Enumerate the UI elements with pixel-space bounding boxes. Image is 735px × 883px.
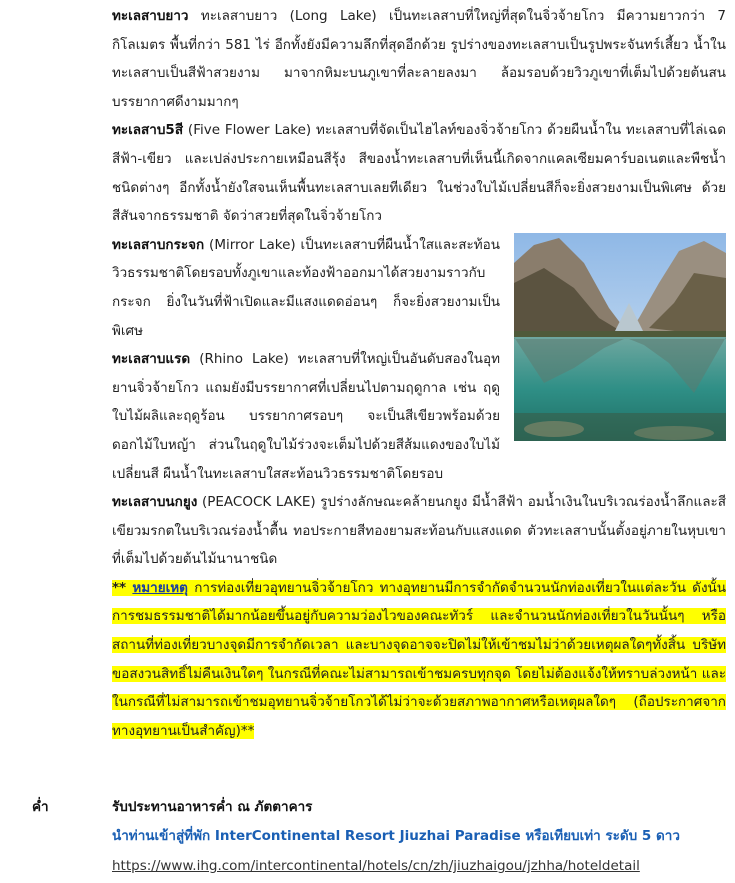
lake-title: ทะเลสาบนกยูง bbox=[112, 494, 198, 511]
lake-title: ทะเลสาบกระจก bbox=[112, 236, 205, 253]
lake-text: (Rhino Lake) ทะเลสาบที่ใหญ่เป็นอันดับสองในอุทยานจิ่วจ้ายโกว แถมยังมีบรรยากาศที่เปลี่ยนไปตามฤดูกาล เช่น ฤดูใบไม้ผลิและฤดูร้อน บรรยากาศรอบๆ จะเป็นสีเขียวพร้อมด้วยดอกไม้ใบหญ้า ส่วนในฤดูใบไม้ร่วงจะเต็มไปด้วยสีส้มแดงของใบไม้เปลี่ยนสี ผืนน้ำในทะเลสาบใสสะท้อนวิวธรรมชาติโดยรอบ bbox=[112, 351, 500, 482]
lake-text: (Mirror Lake) เป็นทะเลสาบที่ผืนน้ำใสและสะท้อนวิวธรรมชาติโดยรอบทั้งภูเขาและท้องฟ้าออกมาได้สวยงามราวกับกระจก ยิ่งในวันที่ฟ้าเปิดและมีแสงแดดอ่อนๆ ก็จะยิ่งสวยงามเป็นพิเศษ bbox=[112, 236, 500, 339]
lake-descriptions bbox=[112, 0, 726, 745]
lake-paragraph-five-flower-lake bbox=[112, 116, 726, 230]
note-text: การท่องเที่ยวอุทยานจิ่วจ้ายโกว ทางอุทยานมีการจำกัดจำนวนนักท่องเที่ยวในแต่ละวัน ดังนั้นการชมธรรมชาติได้มากน้อยขึ้นอยู่กับความว่องไวของคณะทัวร์ และจำนวนนักท่องเที่ยวในวันนั้นๆ หรือสถานที่ท่องเที่ยวบางจุดมีการจำกัดเวลา และบางจุดอาจจะปิดไม่ให้เข้าชมไม่ว่าด้วยเหตุผลใดๆทั้งสิ้น บริษัทขอสงวนสิทธิ์ไม่คืนเงินใดๆ ในกรณีที่คณะไม่สามารถเข้าชมครบทุกจุด โดยไม่ต้องแจ้งให้ทราบล่วงหน้า และในกรณีที่ไม่สามารถเข้าชมอุทยานจิ่วจ้ายโกวได้ไม่ว่าจะด้วยสภาพอากาศหรือเหตุผลใดๆ (ถือประกาศจากทางอุทยานเป็นสำคัญ)** bbox=[112, 579, 726, 739]
lake-text: ทะเลสาบยาว (Long Lake) เป็นทะเลสาบที่ใหญ่ที่สุดในจิ่วจ้ายโกว มีความยาวกว่า 7 กิโลเมตร พื้นที่กว่า 581 ไร่ อีกทั้งยังมีความลึกที่สุดอีกด้วย รูปร่างของทะเลสาบเป็นรูปพระจันทร์เสี้ยว น้ำในทะเลสาบเป็นสีฟ้าสวยงาม มาจากหิมะบนภูเขาที่ละลายลงมา ล้อมรอบด้วยวิวภูเขาที่เต็มไปด้วยต้นสน บรรยากาศดีงามมากๆ bbox=[112, 8, 726, 110]
lake-title: ทะเลสาบ5สี bbox=[112, 122, 184, 139]
lake-title: ทะเลสาบแรด bbox=[112, 351, 191, 368]
mountain-lake-image bbox=[514, 233, 726, 441]
park-note bbox=[112, 574, 726, 746]
note-highlight bbox=[112, 580, 726, 739]
lake-paragraph-peacock-lake bbox=[112, 488, 726, 574]
dinner-text: รับประทานอาหารค่ำ ณ ภัตตาคาร bbox=[112, 799, 313, 815]
lake-title: ทะเลสาบยาว bbox=[112, 8, 189, 24]
dinner-label: ค่ำ bbox=[32, 799, 49, 815]
note-stars: ** bbox=[112, 579, 127, 596]
note-label: หมายเหตุ bbox=[132, 579, 188, 596]
hotel-text: นำท่านเข้าสู่ที่พัก InterContinental Resort Jiuzhai Paradise หรือเทียบเท่า ระดับ 5 ดาว bbox=[112, 828, 680, 844]
lake-paragraph-long-lake bbox=[112, 2, 726, 116]
lake-text: (PEACOCK LAKE) รูปร่างลักษณะคล้ายนกยูง มีน้ำสีฟ้า อมน้ำเงินในบริเวณร่องน้ำลึกและสีเขียวมรกตในบริเวณร่องน้ำตื้น ทอประกายสีทองยามสะท้อนกับแสงแดด ตัวทะเลสาบนั้นตั้งอยู่ภายในหุบเขาที่เต็มไปด้วยต้นไม้นานาชนิด bbox=[112, 494, 726, 568]
lake-text: (Five Flower Lake) ทะเลสาบที่จัดเป็นไฮไลท์ของจิ่วจ้ายโกว ด้วยผืนน้ำใน ทะเลสาบที่ไล่เฉดสีฟ้า-เขียว และเปล่งประกายเหมือนสีรุ้ง สีของน้ำทะเลสาบที่เห็นนี้เกิดจากแคลเซียมคาร์บอเนตและพืชน้ำชนิดต่างๆ อีกทั้งน้ำยังใสจนเห็นพื้นทะเลสาบเลยทีเดียว ในช่วงใบไม้เปลี่ยนสีก็จะยิ่งสวยงามเป็นพิเศษ ด้วยสีสันจากธรรมชาติ จัดว่าสวยที่สุดในจิ่วจ้ายโกว bbox=[112, 122, 726, 225]
mirror-lake-photo bbox=[514, 233, 726, 441]
hotel-link[interactable]: https://www.ihg.com/intercontinental/hotels/cn/zh/jiuzhaigou/jzhha/hoteldetail bbox=[112, 858, 640, 874]
